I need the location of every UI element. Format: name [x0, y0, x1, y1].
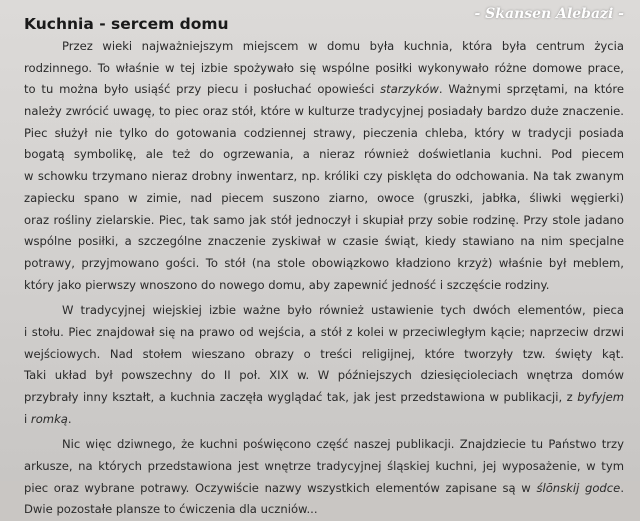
text-run: Taki układ był powszechny do II poł. XIX w. W późniejszych dziesięcioleciach wnętrza domów [24, 368, 624, 383]
text-run: należy zwrócić uwagę, to piec oraz stół, które w kulturze tradycyjnej posiadały bardzo duże znaczenie. [24, 104, 624, 119]
text-line [24, 36, 624, 58]
italic-term: romką [30, 411, 68, 426]
text-run: przybrały inny kształt, a kuchnia zaczęła wyglądać tak, jak jest przedstawiona w publikacji, z [24, 390, 578, 404]
text-run: Dwie pozostałe plansze to ćwiczenia dla uczniów... [24, 502, 318, 517]
text-line [24, 144, 624, 166]
text-run: to tu można było usiąść przy piecu i posłuchać opowieści [24, 82, 381, 97]
text-line [24, 409, 624, 431]
text-run: arkusze, na których przedstawiona jest wnętrze tradycyjnej śląskiej kuchni, jej wyposażenie, w tym [24, 459, 624, 474]
text-line [24, 387, 624, 409]
text-run: W tradycyjnej wiejskiej izbie ważne było również ustawienie tych dwóch elementów, pieca [62, 303, 624, 318]
text-line [24, 210, 624, 232]
text-run: bogatą symbolikę, ale też do ogrzewania, a nieraz również doświetlania kuchni. Pod piecem [24, 147, 624, 162]
text-run: piec oraz wybrane potrawy. Oczywiście nazwy wszystkich elementów zapisane są w [24, 480, 537, 495]
body-text [24, 36, 624, 521]
text-line [24, 499, 624, 521]
text-run: zapiecku spano w zimie, nad piecem suszono ziarno, owoce (gruszki, jabłka, śliwki węgierki) [24, 190, 624, 205]
text-run: wspólne posiłki, a szczególne znaczenie zyskiwał w czasie świąt, kiedy stawiano na nim specjalne [24, 234, 624, 249]
text-run: Nic więc dziwnego, że kuchni poświęcono część naszej publikacji. Znajdziecie tu Państwo trzy [62, 437, 624, 452]
text-run: oraz rośliny zielarskie. Piec, tak samo jak stół jednoczył i skupiał przy sobie rodzinę. Przy stole jadano [24, 212, 624, 227]
text-line [24, 253, 624, 275]
text-line [24, 322, 624, 344]
text-run: w schowku trzymano nieraz drobny inwentarz, np. króliki czy pisklęta do odchowania. Na tak zwanym [24, 169, 624, 184]
text-line [24, 188, 624, 210]
text-line [24, 300, 624, 322]
text-run: i [24, 411, 31, 426]
text-line [24, 456, 624, 478]
text-line [24, 58, 624, 80]
text-line [24, 101, 624, 123]
text-line [24, 344, 624, 366]
text-run-after: . Ważnymi sprzętami, na które [438, 82, 624, 97]
text-line [24, 166, 624, 188]
text-run: który jako pierwszy wnoszono do nowego domu, aby zapewnić jedność i szczęście rodziny. [24, 277, 550, 292]
text-run: Piec służył nie tylko do gotowania codziennej strawy, pieczenia chleba, który w tradycji posiada [24, 125, 624, 140]
text-run: Przez wieki najważniejszym miejscem w domu była kuchnia, która była centrum życia [62, 39, 624, 53]
italic-term: byfyjem [577, 390, 624, 404]
text-run: wejściowych. Nad stołem wieszano obrazy o treści religijnej, które tworzyły tzw. święty kąt. [24, 346, 624, 361]
page-title: Kuchnia - sercem domu [24, 15, 229, 33]
watermark: - Skansen Alebazi - [474, 6, 624, 22]
text-line [24, 478, 624, 500]
text-run: i stołu. Piec znajdował się na prawo od wejścia, a stół z kolei w przeciwległym kącie; naprzeciw drzwi [24, 324, 624, 339]
italic-term: ślōnskij godce [536, 480, 621, 495]
text-line [24, 231, 624, 253]
text-line [24, 434, 624, 456]
text-line [24, 365, 624, 387]
text-run: rodzinnego. To właśnie w tej izbie spożywało się wspólne posiłki wykonywało różne domowe prace, [24, 60, 624, 75]
text-line [24, 275, 624, 297]
text-run: potrawy, przyjmowano gości. To stół (na stole obowiązkowo kładziono krzyż) właśnie był meblem, [24, 255, 624, 270]
text-line [24, 79, 624, 101]
italic-term: starzyków [380, 82, 439, 97]
text-run-after: . [67, 411, 72, 426]
text-run-after: . [620, 480, 624, 495]
text-line [24, 123, 624, 145]
